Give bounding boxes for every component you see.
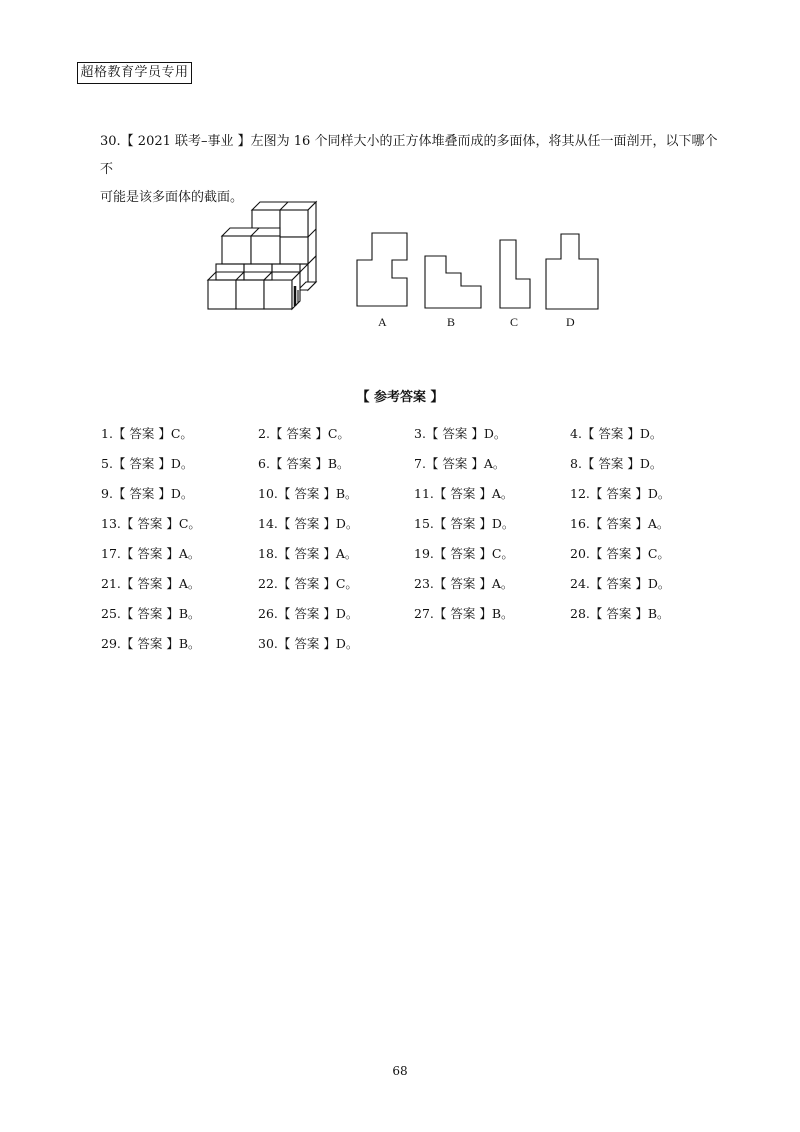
answer-item: 22.【 答案 】C。 [258,576,358,591]
answer-item: 15.【 答案 】D。 [414,516,515,531]
answer-item: 4.【 答案 】D。 [570,426,663,441]
answer-item: 18.【 答案 】A。 [258,546,358,561]
answer-item: 27.【 答案 】B。 [414,606,514,621]
question-line-1: 30.【 2021 联考–事业 】左图为 16 个同样大小的正方体堆叠而成的多面体，将其从任一面剖开，以下哪个不 [100,134,718,177]
answer-item: 16.【 答案 】A。 [570,516,670,531]
answer-item: 25.【 答案 】B。 [101,606,201,621]
question-figure [200,196,620,336]
cube-stack-drawing [208,202,316,309]
answer-item: 6.【 答案 】B。 [258,456,350,471]
answer-grid [101,423,741,663]
answer-item: 7.【 答案 】A。 [414,456,506,471]
answer-item: 9.【 答案 】D。 [101,486,194,501]
option-c-label: C [510,315,519,329]
answer-item: 12.【 答案 】D。 [570,486,671,501]
answer-item: 21.【 答案 】A。 [101,576,201,591]
option-a-label: A [378,315,387,329]
answer-item: 14.【 答案 】D。 [258,516,359,531]
answer-item: 1.【 答案 】C。 [101,426,193,441]
option-d-shape [546,234,598,309]
answer-item: 26.【 答案 】D。 [258,606,359,621]
option-b-label: B [447,315,456,329]
answer-item: 30.【 答案 】D。 [258,636,359,651]
cube-stack-and-cross-sections [200,196,620,336]
answer-item: 29.【 答案 】B。 [101,636,201,651]
question-line-2: 可能是该多面体的截面。 [100,190,244,205]
answer-item: 8.【 答案 】D。 [570,456,663,471]
answer-item: 20.【 答案 】C。 [570,546,670,561]
option-b-shape [425,256,481,308]
answer-item: 23.【 答案 】A。 [414,576,514,591]
answer-item: 3.【 答案 】D。 [414,426,507,441]
answers-title: 【 参考答案 】 [356,390,444,405]
answer-item: 11.【 答案 】A。 [414,486,514,501]
answer-item: 19.【 答案 】C。 [414,546,514,561]
answer-item: 17.【 答案 】A。 [101,546,201,561]
answer-item: 2.【 答案 】C。 [258,426,350,441]
answer-item: 5.【 答案 】D。 [101,456,194,471]
page-number: 68 [392,1064,408,1078]
answer-item: 28.【 答案 】B。 [570,606,670,621]
answer-item: 10.【 答案 】B。 [258,486,358,501]
answer-item: 24.【 答案 】D。 [570,576,671,591]
header-label: 超格教育学员专用 [77,62,192,84]
option-d-label: D [566,315,575,329]
option-c-shape [500,240,530,308]
answer-item: 13.【 答案 】C。 [101,516,201,531]
option-a-shape [357,233,407,306]
